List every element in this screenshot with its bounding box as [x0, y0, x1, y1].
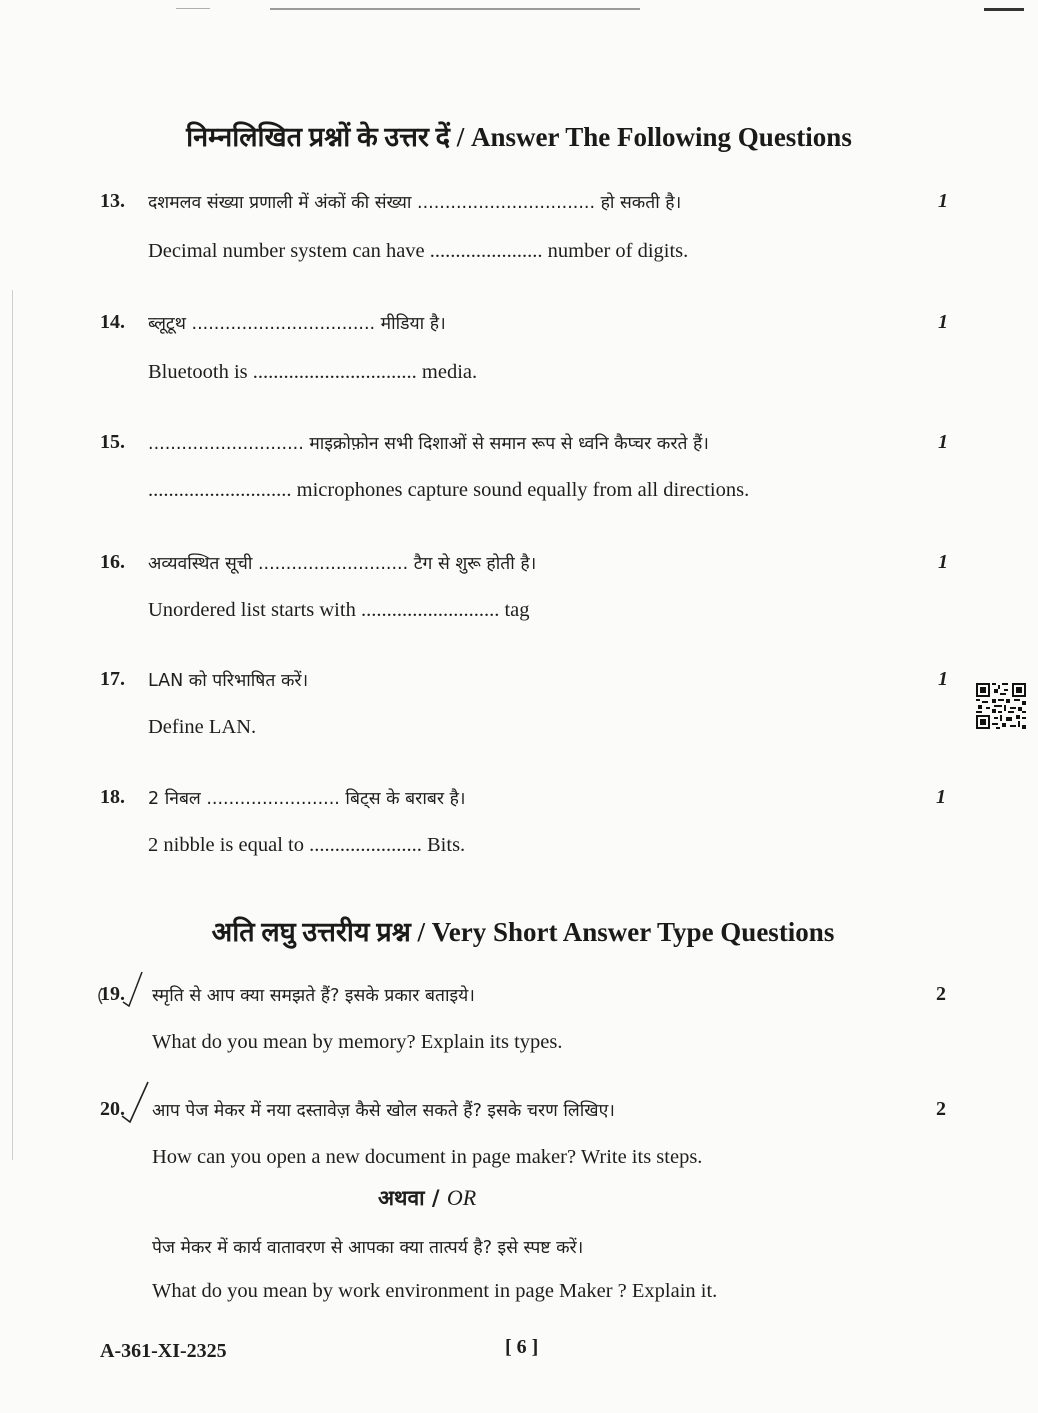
- question-text-english: 2 nibble is equal to ...................... Bits.: [148, 834, 466, 856]
- question-marks: 2: [936, 1098, 946, 1120]
- or-slash: /: [431, 1186, 440, 1210]
- question-text-hindi: 2 निबल ........................ बिट्स के बराबर है।: [148, 789, 466, 809]
- question-marks: 1: [938, 551, 948, 573]
- question-text-english: How can you open a new document in page maker? Write its steps.: [152, 1146, 703, 1168]
- top-rule: [270, 8, 640, 10]
- or-hindi: अथवा: [378, 1186, 425, 1210]
- pen-tick-mark-20: [118, 1078, 152, 1126]
- section-title-very-short: अति लघु उत्तरीय प्रश्न / Very Short Answer Type Questions: [211, 917, 835, 947]
- pen-tick-mark-19: [120, 968, 146, 1008]
- question-text-english: Unordered list starts with ........................... tag: [148, 599, 530, 621]
- question-number: 18.: [100, 786, 125, 808]
- or-separator: [378, 1184, 476, 1212]
- question-marks: 1: [938, 668, 948, 690]
- question-text-hindi: दशमलव संख्या प्रणाली में अंकों की संख्या ................................ हो सकती है।: [148, 193, 682, 213]
- top-rule-left: [176, 8, 210, 9]
- question-marks: 1: [938, 311, 948, 333]
- top-corner-rule: [984, 8, 1024, 11]
- alternative-question-hindi: पेज मेकर में कार्य वातावरण से आपका क्या तात्पर्य है? इसे स्पष्ट करें।: [152, 1238, 584, 1258]
- scan-edge-line: [12, 290, 13, 1160]
- question-number: 15.: [100, 431, 125, 453]
- or-english: OR: [446, 1185, 477, 1210]
- question-marks: 1: [938, 190, 948, 212]
- question-marks: 1: [936, 786, 946, 808]
- paper-code: A-361-XI-2325: [100, 1340, 227, 1362]
- question-text-hindi: ब्लूटूथ ................................. मीडिया है।: [148, 314, 446, 334]
- question-text-hindi: आप पेज मेकर में नया दस्तावेज़ कैसे खोल सकते हैं? इसके चरण लिखिए।: [152, 1101, 615, 1121]
- question-text-english: What do you mean by memory? Explain its types.: [152, 1031, 563, 1053]
- question-number: 16.: [100, 551, 125, 573]
- question-number: 13.: [100, 190, 125, 212]
- question-marks: 1: [938, 431, 948, 453]
- page-number: [ 6 ]: [505, 1336, 539, 1358]
- question-text-hindi: स्मृति से आप क्या समझते हैं? इसके प्रकार बताइये।: [152, 986, 475, 1006]
- question-number: 19.: [100, 983, 125, 1005]
- question-number: 14.: [100, 311, 125, 333]
- question-text-hindi: अव्यवस्थित सूची ........................... टैग से शुरू होती है।: [148, 554, 537, 574]
- bracket-mark-19: [94, 986, 104, 1006]
- qr-code-icon: [976, 683, 1026, 729]
- question-text-english: Define LAN.: [148, 716, 257, 738]
- question-number: 20.: [100, 1098, 125, 1120]
- question-text-english: Decimal number system can have ...................... number of digits.: [148, 240, 689, 262]
- question-text-hindi: ............................ माइक्रोफ़ोन सभी दिशाओं से समान रूप से ध्वनि कैप्चर करते हैं।: [148, 434, 709, 454]
- question-text-english: ............................ microphones capture sound equally from all directions.: [148, 479, 750, 501]
- question-number: 17.: [100, 668, 125, 690]
- question-text-english: Bluetooth is ................................ media.: [148, 361, 478, 383]
- alternative-question-english: What do you mean by work environment in page Maker ? Explain it.: [152, 1280, 718, 1302]
- question-marks: 2: [936, 983, 946, 1005]
- question-text-hindi: LAN को परिभाषित करें।: [148, 671, 309, 691]
- section-title-answer-following: निम्नलिखित प्रश्नों के उत्तर दें / Answer The Following Questions: [186, 122, 852, 152]
